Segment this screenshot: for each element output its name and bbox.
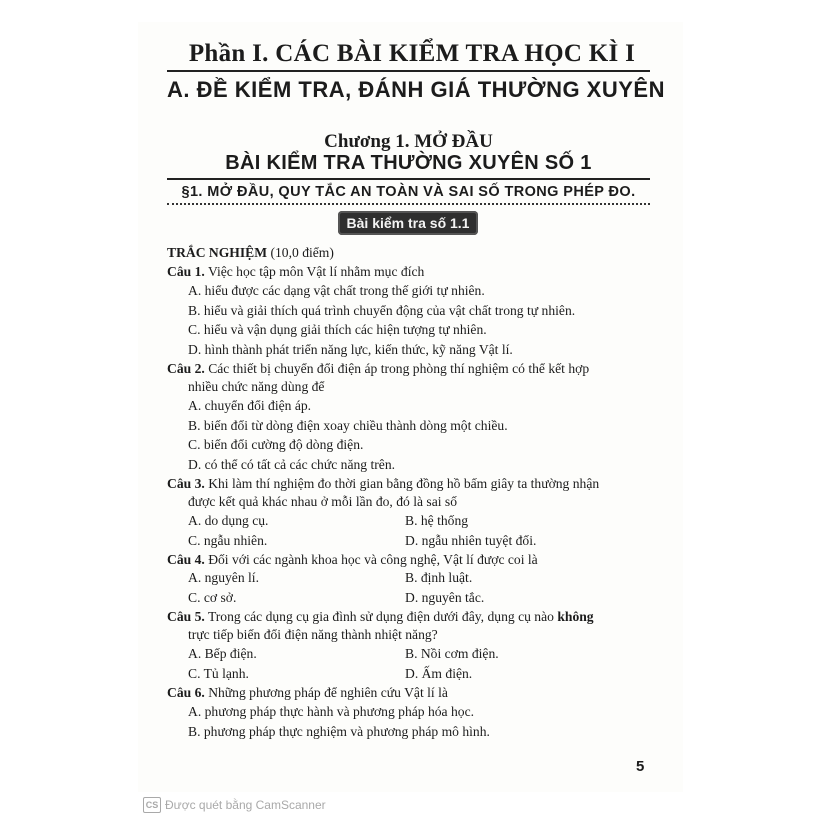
question-5-text: Trong các dụng cụ gia đình sử dụng điện dưới đây, dụng cụ nào <box>207 609 554 624</box>
part-prefix: Phần I. <box>188 40 269 67</box>
part-title <box>172 40 652 68</box>
question-5-option-b: B. Nồi cơm điện. <box>405 646 499 661</box>
question-2-text: Các thiết bị chuyển đổi điện áp trong phòng thí nghiệm có thể kết hợp <box>208 361 590 376</box>
lesson-rule-dotted <box>167 203 650 205</box>
question-2-option-a: A. chuyển đổi điện áp. <box>188 398 312 413</box>
camscanner-logo-icon: CS <box>143 797 161 813</box>
question-4-label: Câu 4. <box>167 552 205 567</box>
question-4 <box>167 551 538 569</box>
question-6-option-a: A. phương pháp thực hành và phương pháp hóa học. <box>188 704 475 719</box>
question-3-option-d: D. ngẫu nhiên tuyệt đối. <box>405 533 537 548</box>
question-5-option-a: A. Bếp điện. <box>188 646 257 661</box>
chapter-title: Chương 1. MỞ ĐẦU <box>324 131 493 152</box>
scanner-watermark <box>143 797 326 813</box>
question-3-option-a: A. do dụng cụ. <box>188 513 269 528</box>
lesson-rule-top <box>167 178 650 180</box>
question-3 <box>167 475 599 493</box>
test-badge: Bài kiểm tra số 1.1 <box>338 211 478 235</box>
question-1-option-a: A. hiểu được các dạng vật chất trong thế giới tự nhiên. <box>188 283 485 298</box>
lesson-title: §1. MỞ ĐẦU, QUY TẮC AN TOÀN VÀ SAI SỐ TRONG PHÉP ĐO. <box>181 184 636 200</box>
question-6-text: Những phương pháp để nghiên cứu Vật lí là <box>208 685 448 700</box>
question-3-text: Khi làm thí nghiệm đo thời gian bằng đồng hồ bấm giây ta thường nhận <box>208 476 600 491</box>
page-number: 5 <box>636 758 645 775</box>
question-4-option-a: A. nguyên lí. <box>188 570 259 585</box>
question-1-label: Câu 1. <box>167 264 205 279</box>
question-4-option-b: B. định luật. <box>405 570 473 585</box>
question-1-text: Việc học tập môn Vật lí nhằm mục đích <box>207 264 425 279</box>
question-5 <box>167 608 594 626</box>
question-1-option-c: C. hiểu và vận dụng giải thích các hiện tượng tự nhiên. <box>188 322 487 337</box>
test-title: BÀI KIỂM TRA THƯỜNG XUYÊN SỐ 1 <box>225 152 592 174</box>
question-2-option-b: B. biến đổi từ dòng điện xoay chiều thành dòng một chiều. <box>188 418 508 433</box>
question-1-option-d: D. hình thành phát triển năng lực, kiến thức, kỹ năng Vật lí. <box>188 342 513 357</box>
question-2 <box>167 360 589 378</box>
section-title: A. ĐỀ KIỂM TRA, ĐÁNH GIÁ THƯỜNG XUYÊN <box>167 77 665 102</box>
question-3-text-cont: được kết quả khác nhau ở mỗi lần đo, đó là sai số <box>188 494 458 509</box>
mc-points: (10,0 điểm) <box>270 245 334 260</box>
question-1-option-b: B. hiểu và giải thích quá trình chuyển động của vật chất trong tự nhiên. <box>188 303 576 318</box>
question-6-option-b: B. phương pháp thực nghiệm và phương pháp mô hình. <box>188 724 490 739</box>
question-2-text-cont: nhiều chức năng dùng để <box>188 379 325 394</box>
title-rule <box>167 70 650 72</box>
question-3-label: Câu 3. <box>167 476 205 491</box>
question-1 <box>167 263 424 281</box>
question-5-label: Câu 5. <box>167 609 205 624</box>
question-3-option-b: B. hệ thống <box>405 513 469 528</box>
question-3-option-c: C. ngẫu nhiên. <box>188 533 268 548</box>
question-5-emphasis: không <box>557 609 594 624</box>
question-4-option-d: D. nguyên tắc. <box>405 590 485 605</box>
mc-heading <box>167 244 334 262</box>
question-4-option-c: C. cơ sở. <box>188 590 237 605</box>
question-2-label: Câu 2. <box>167 361 205 376</box>
question-6 <box>167 684 448 702</box>
question-4-text: Đối với các ngành khoa học và công nghệ, Vật lí được coi là <box>208 552 538 567</box>
watermark-text: Được quét bằng CamScanner <box>165 798 326 812</box>
part-title-text: CÁC BÀI KIỂM TRA HỌC KÌ I <box>275 40 636 67</box>
question-5-option-d: D. Ấm điện. <box>405 666 473 681</box>
question-5-text-cont: trực tiếp biến đổi điện năng thành nhiệt năng? <box>188 627 438 642</box>
mc-heading-label: TRẮC NGHIỆM <box>167 245 268 260</box>
question-5-option-c: C. Tủ lạnh. <box>188 666 249 681</box>
question-2-option-d: D. có thể có tất cả các chức năng trên. <box>188 457 396 472</box>
question-6-label: Câu 6. <box>167 685 205 700</box>
question-2-option-c: C. biến đổi cường độ dòng điện. <box>188 437 364 452</box>
